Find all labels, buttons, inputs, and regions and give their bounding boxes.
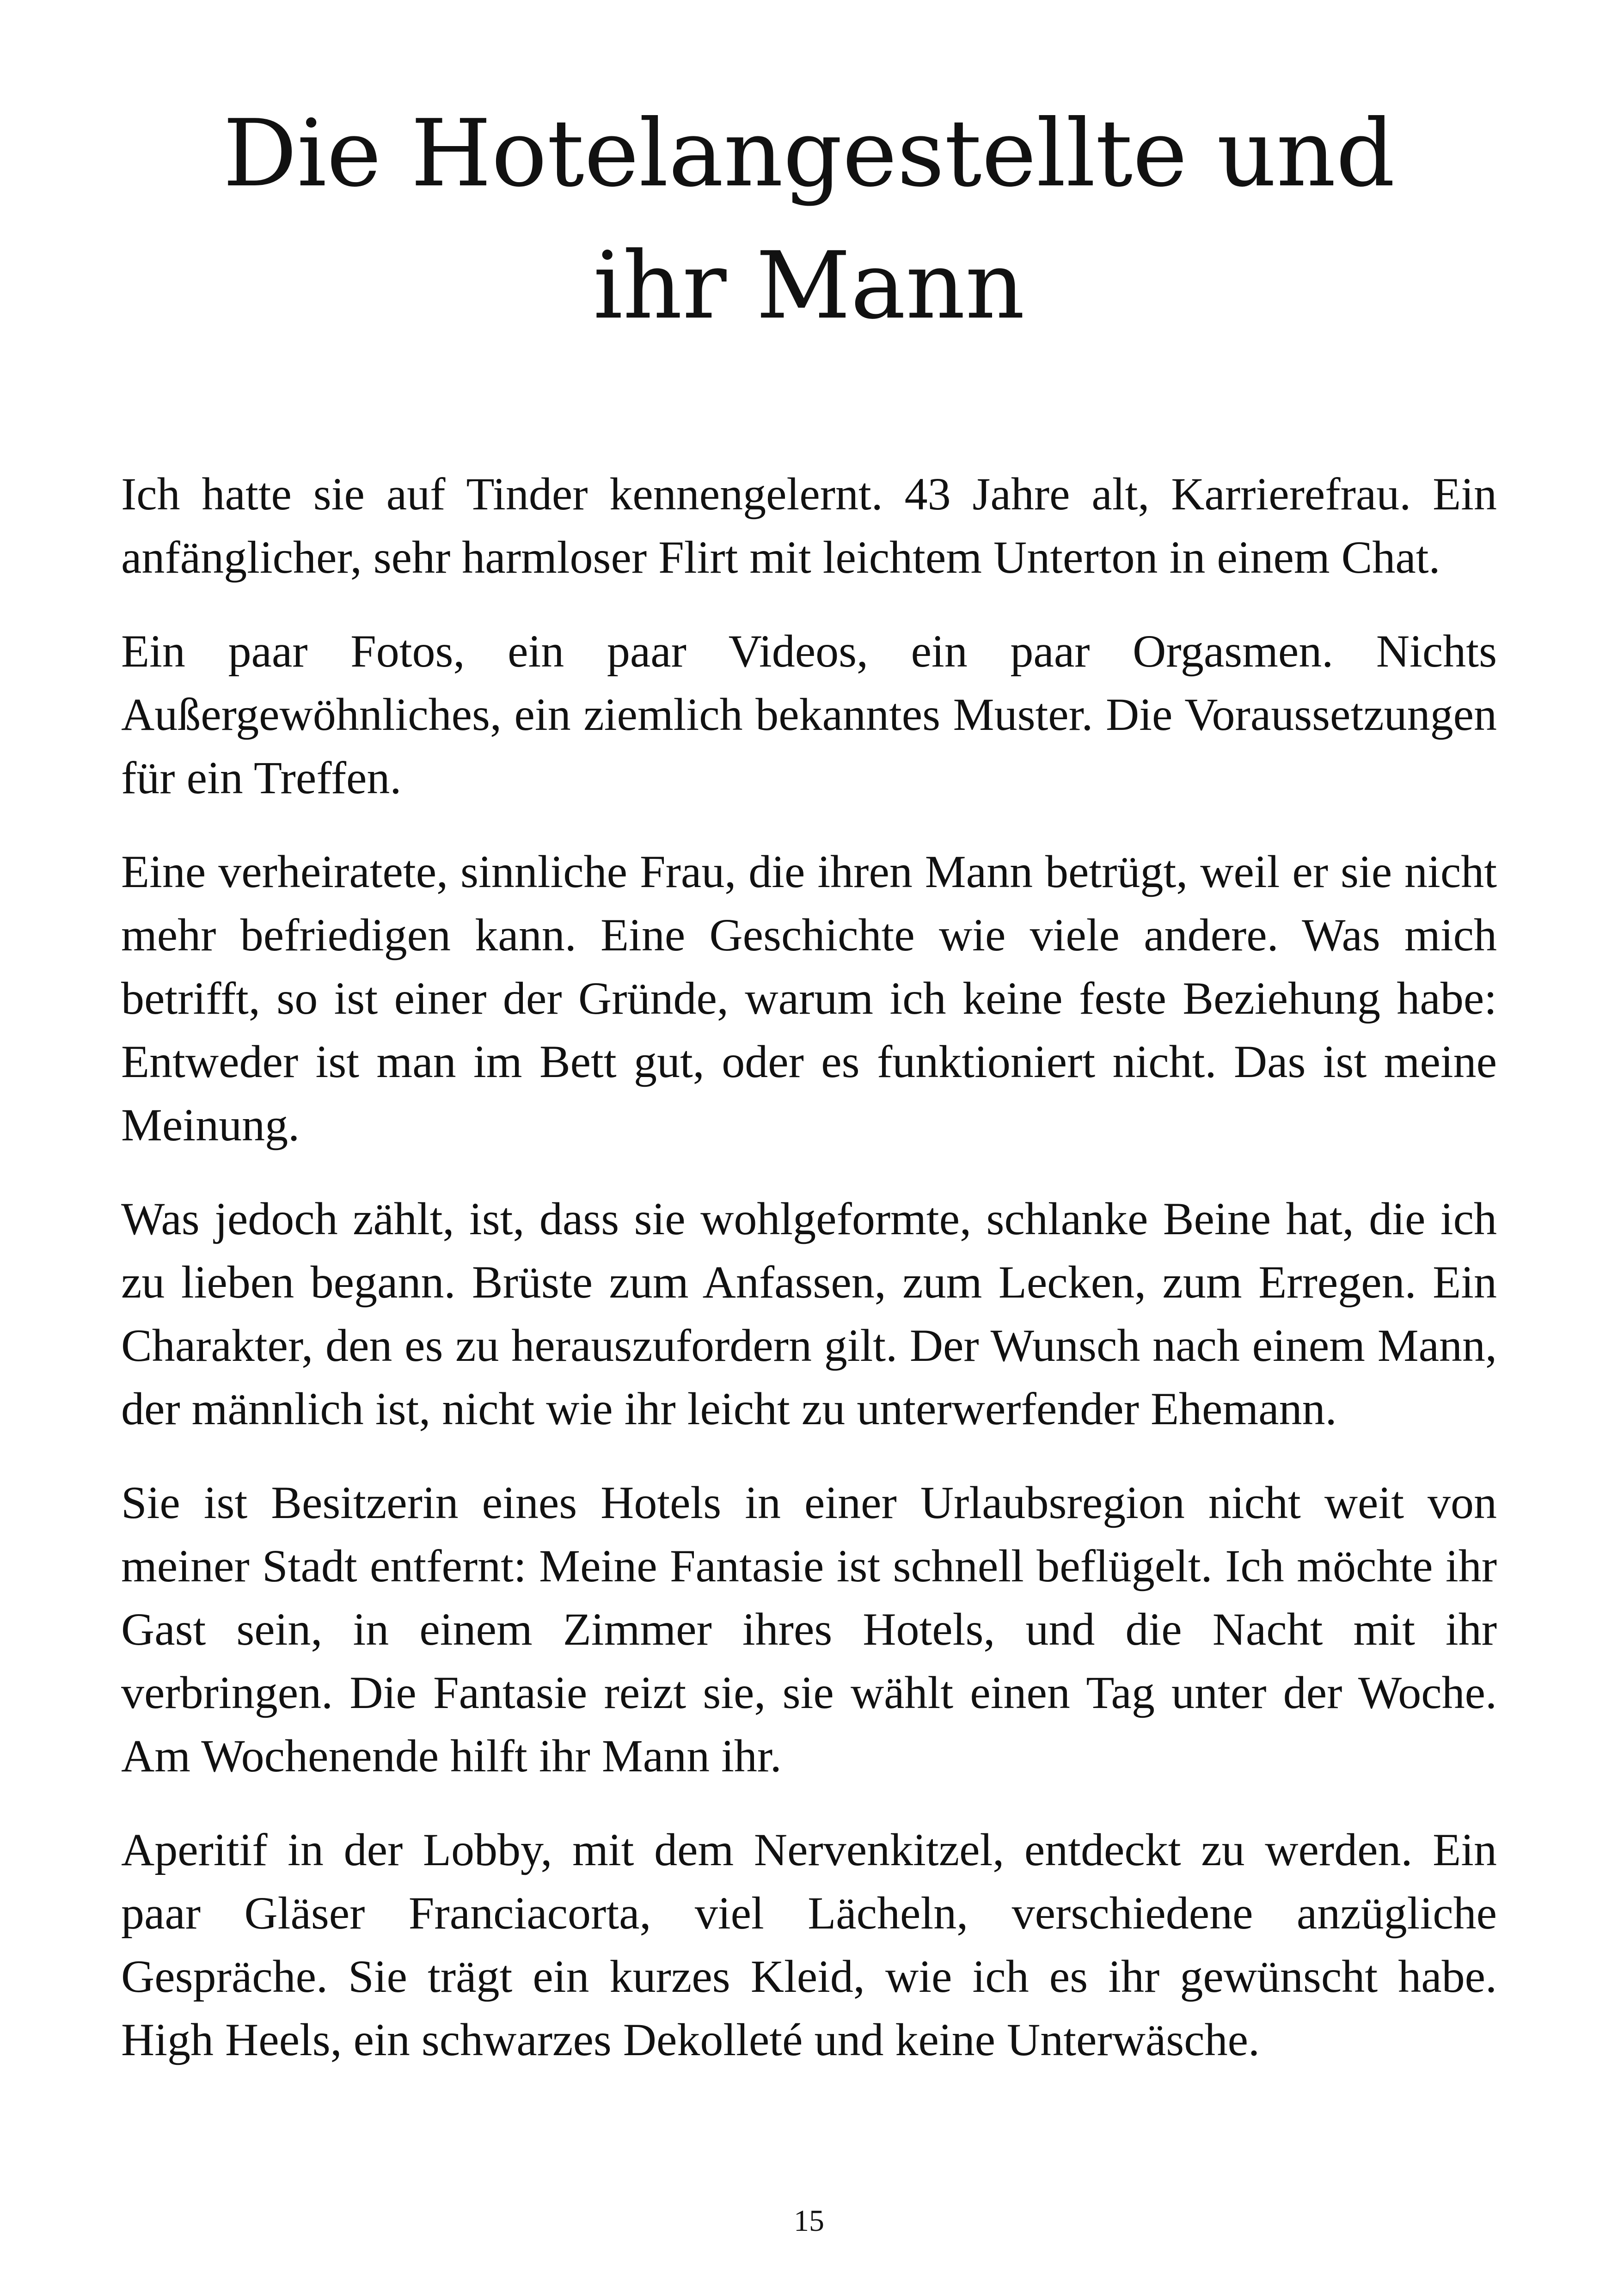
- chapter-title: Die Hotelangestellte und ihr Mann: [223, 100, 1395, 340]
- paragraph: Was jedoch zählt, ist, dass sie wohlgeformte, schlanke Beine hat, die ich zu lieben begann. Brüste zum Anfassen, zum Lecken, zum Erregen. Ein Charakter, den es zu herauszufordern gilt. Der Wunsch nach einem Mann, der männlich ist, nicht wie ihr leicht zu unterwerfender Ehemann.: [121, 1193, 1497, 1434]
- paragraph: Ich hatte sie auf Tinder kennengelernt. 43 Jahre alt, Karrierefrau. Ein anfänglicher, sehr harmloser Flirt mit leichtem Unterton in einem Chat.: [121, 468, 1497, 583]
- paragraph: Eine verheiratete, sinnliche Frau, die ihren Mann betrügt, weil er sie nicht mehr befriedigen kann. Eine Geschichte wie viele andere. Was mich betrifft, so ist einer der Gründe, warum ich keine feste Beziehung habe: Entweder ist man im Bett gut, oder es funktioniert nicht. Das ist meine Meinung.: [121, 846, 1497, 1151]
- paragraph: Aperitif in der Lobby, mit dem Nervenkitzel, entdeckt zu werden. Ein paar Gläser Franciacorta, viel Lächeln, verschiedene anzügliche Gespräche. Sie trägt ein kurzes Kleid, wie ich es ihr gewünscht habe. High Heels, ein schwarzes Dekolleté und keine Unterwäsche.: [121, 1824, 1497, 2065]
- page-number: 15: [794, 2204, 824, 2238]
- chapter-body: [121, 462, 1497, 2102]
- paragraph: Sie ist Besitzerin eines Hotels in einer Urlaubsregion nicht weit von meiner Stadt entfernt: Meine Fantasie ist schnell beflügelt. Ich möchte ihr Gast sein, in einem Zimmer ihres Hotels, und die Nacht mit ihr verbringen. Die Fantasie reizt sie, sie wählt einen Tag unter der Woche. Am Wochenende hilft ihr Mann ihr.: [121, 1477, 1497, 1782]
- paragraph: Ein paar Fotos, ein paar Videos, ein paar Orgasmen. Nichts Außergewöhnliches, ein ziemlich bekanntes Muster. Die Voraussetzungen für ein Treffen.: [121, 625, 1497, 803]
